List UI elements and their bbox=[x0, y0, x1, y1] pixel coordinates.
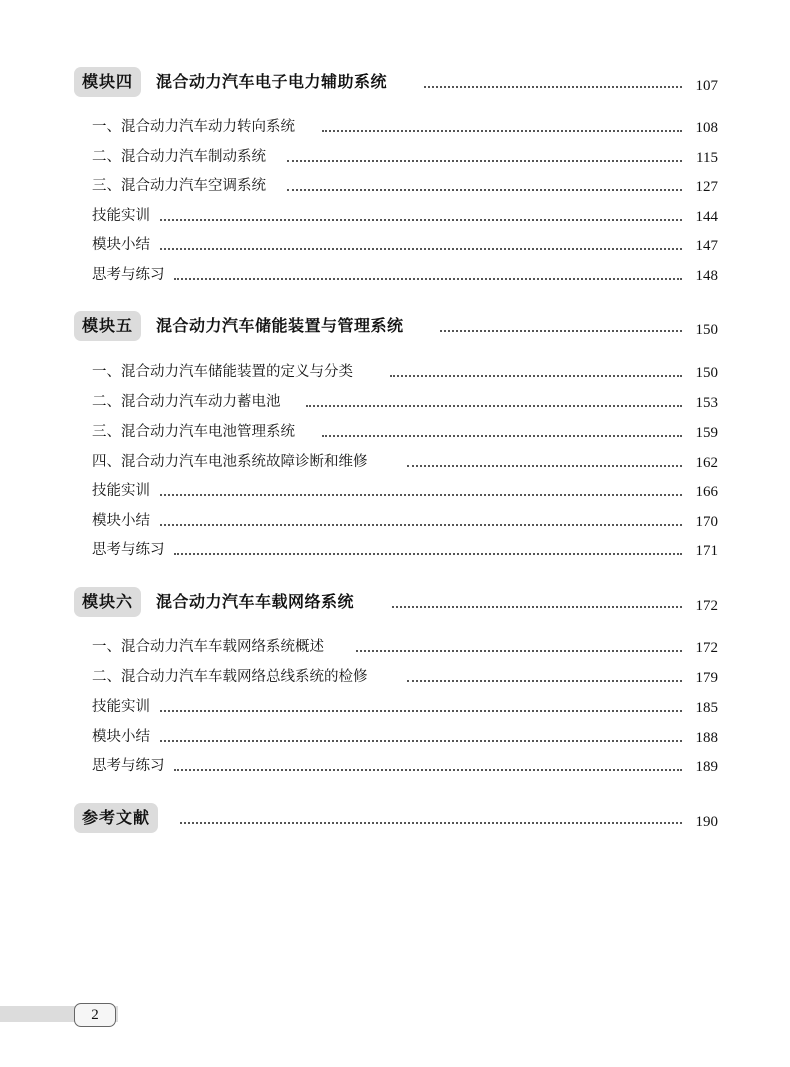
page-number: 150 bbox=[690, 315, 719, 345]
entry-label: 四、混合动力汽车电池系统故障诊断和维修 bbox=[92, 451, 376, 473]
entry-label: 思考与练习 bbox=[92, 755, 173, 777]
dot-leader bbox=[160, 524, 682, 526]
dot-leader bbox=[407, 680, 682, 682]
dot-leader bbox=[322, 130, 682, 132]
toc-entry[interactable] bbox=[92, 480, 718, 502]
module-title: 混合动力汽车储能装置与管理系统 bbox=[156, 311, 410, 341]
entry-label: 二、混合动力汽车动力蓄电池 bbox=[92, 391, 289, 413]
dot-leader bbox=[440, 330, 682, 332]
entry-label: 一、混合动力汽车车载网络系统概述 bbox=[92, 636, 332, 658]
page-number: 115 bbox=[690, 146, 718, 170]
entry-label: 模块小结 bbox=[92, 234, 158, 256]
page-number: 107 bbox=[690, 71, 719, 101]
entry-label: 二、混合动力汽车车载网络总线系统的检修 bbox=[92, 666, 376, 688]
entry-label: 模块小结 bbox=[92, 726, 158, 748]
dot-leader bbox=[174, 278, 682, 280]
page-number: 144 bbox=[690, 205, 719, 229]
page-number: 148 bbox=[690, 264, 719, 288]
page-number: 189 bbox=[690, 755, 719, 779]
page-number: 159 bbox=[690, 421, 719, 445]
toc-entry[interactable] bbox=[92, 636, 718, 658]
page-number: 188 bbox=[690, 726, 719, 750]
dot-leader bbox=[160, 219, 682, 221]
dot-leader bbox=[160, 494, 682, 496]
toc-entry[interactable] bbox=[92, 726, 718, 748]
dot-leader bbox=[322, 435, 682, 437]
dot-leader bbox=[392, 606, 682, 608]
dot-leader bbox=[424, 86, 682, 88]
page-number: 185 bbox=[690, 696, 719, 720]
toc-entry[interactable] bbox=[92, 539, 718, 561]
page-number: 179 bbox=[690, 666, 719, 690]
module-title: 混合动力汽车车载网络系统 bbox=[156, 587, 360, 617]
entry-label: 二、混合动力汽车制动系统 bbox=[92, 146, 274, 168]
page-number: 172 bbox=[690, 591, 719, 621]
toc-entry[interactable] bbox=[92, 264, 718, 286]
toc-entry[interactable] bbox=[92, 696, 718, 718]
module-badge: 模块六 bbox=[74, 587, 141, 617]
module-badge: 模块四 bbox=[74, 67, 141, 97]
toc-entry[interactable] bbox=[92, 421, 718, 443]
footer-page-number: 2 bbox=[74, 1003, 116, 1027]
entry-label: 思考与练习 bbox=[92, 539, 173, 561]
toc-entry[interactable] bbox=[92, 666, 718, 688]
toc-entry[interactable] bbox=[92, 116, 718, 138]
entry-label: 一、混合动力汽车储能装置的定义与分类 bbox=[92, 361, 361, 383]
toc-entry[interactable] bbox=[92, 510, 718, 532]
entry-label: 三、混合动力汽车空调系统 bbox=[92, 175, 274, 197]
module-badge: 参考文献 bbox=[74, 803, 158, 833]
page-number: 108 bbox=[690, 116, 719, 140]
toc-entry[interactable] bbox=[92, 755, 718, 777]
dot-leader bbox=[287, 160, 682, 162]
module-title: 混合动力汽车电子电力辅助系统 bbox=[156, 67, 393, 97]
entry-label: 技能实训 bbox=[92, 205, 158, 227]
entry-label: 技能实训 bbox=[92, 480, 158, 502]
dot-leader bbox=[160, 248, 682, 250]
module-heading[interactable] bbox=[74, 311, 718, 341]
dot-leader bbox=[160, 740, 682, 742]
toc-entry[interactable] bbox=[92, 146, 718, 168]
references-heading[interactable] bbox=[74, 803, 718, 833]
page-number: 127 bbox=[690, 175, 719, 199]
toc-entry[interactable] bbox=[92, 451, 718, 473]
dot-leader bbox=[356, 650, 682, 652]
page-number: 170 bbox=[690, 510, 719, 534]
page-number: 150 bbox=[690, 361, 719, 385]
entry-label: 一、混合动力汽车动力转向系统 bbox=[92, 116, 303, 138]
toc-entry[interactable] bbox=[92, 391, 718, 413]
module-badge: 模块五 bbox=[74, 311, 141, 341]
dot-leader bbox=[180, 822, 682, 824]
module-heading[interactable] bbox=[74, 67, 718, 97]
dot-leader bbox=[160, 710, 682, 712]
toc-entry[interactable] bbox=[92, 175, 718, 197]
dot-leader bbox=[174, 553, 682, 555]
page-number: 162 bbox=[690, 451, 719, 475]
entry-label: 思考与练习 bbox=[92, 264, 173, 286]
dot-leader bbox=[174, 769, 682, 771]
page-number: 153 bbox=[690, 391, 719, 415]
page-number: 166 bbox=[690, 480, 719, 504]
page-number: 190 bbox=[690, 807, 719, 837]
entry-label: 模块小结 bbox=[92, 510, 158, 532]
page-number: 172 bbox=[690, 636, 719, 660]
toc-entry[interactable] bbox=[92, 205, 718, 227]
toc-entry[interactable] bbox=[92, 234, 718, 256]
page-number: 147 bbox=[690, 234, 719, 258]
entry-label: 三、混合动力汽车电池管理系统 bbox=[92, 421, 303, 443]
dot-leader bbox=[287, 189, 682, 191]
module-heading[interactable] bbox=[74, 587, 718, 617]
dot-leader bbox=[407, 465, 682, 467]
dot-leader bbox=[306, 405, 682, 407]
entry-label: 技能实训 bbox=[92, 696, 158, 718]
page-number: 171 bbox=[690, 539, 719, 563]
dot-leader bbox=[390, 375, 682, 377]
toc-entry[interactable] bbox=[92, 361, 718, 383]
